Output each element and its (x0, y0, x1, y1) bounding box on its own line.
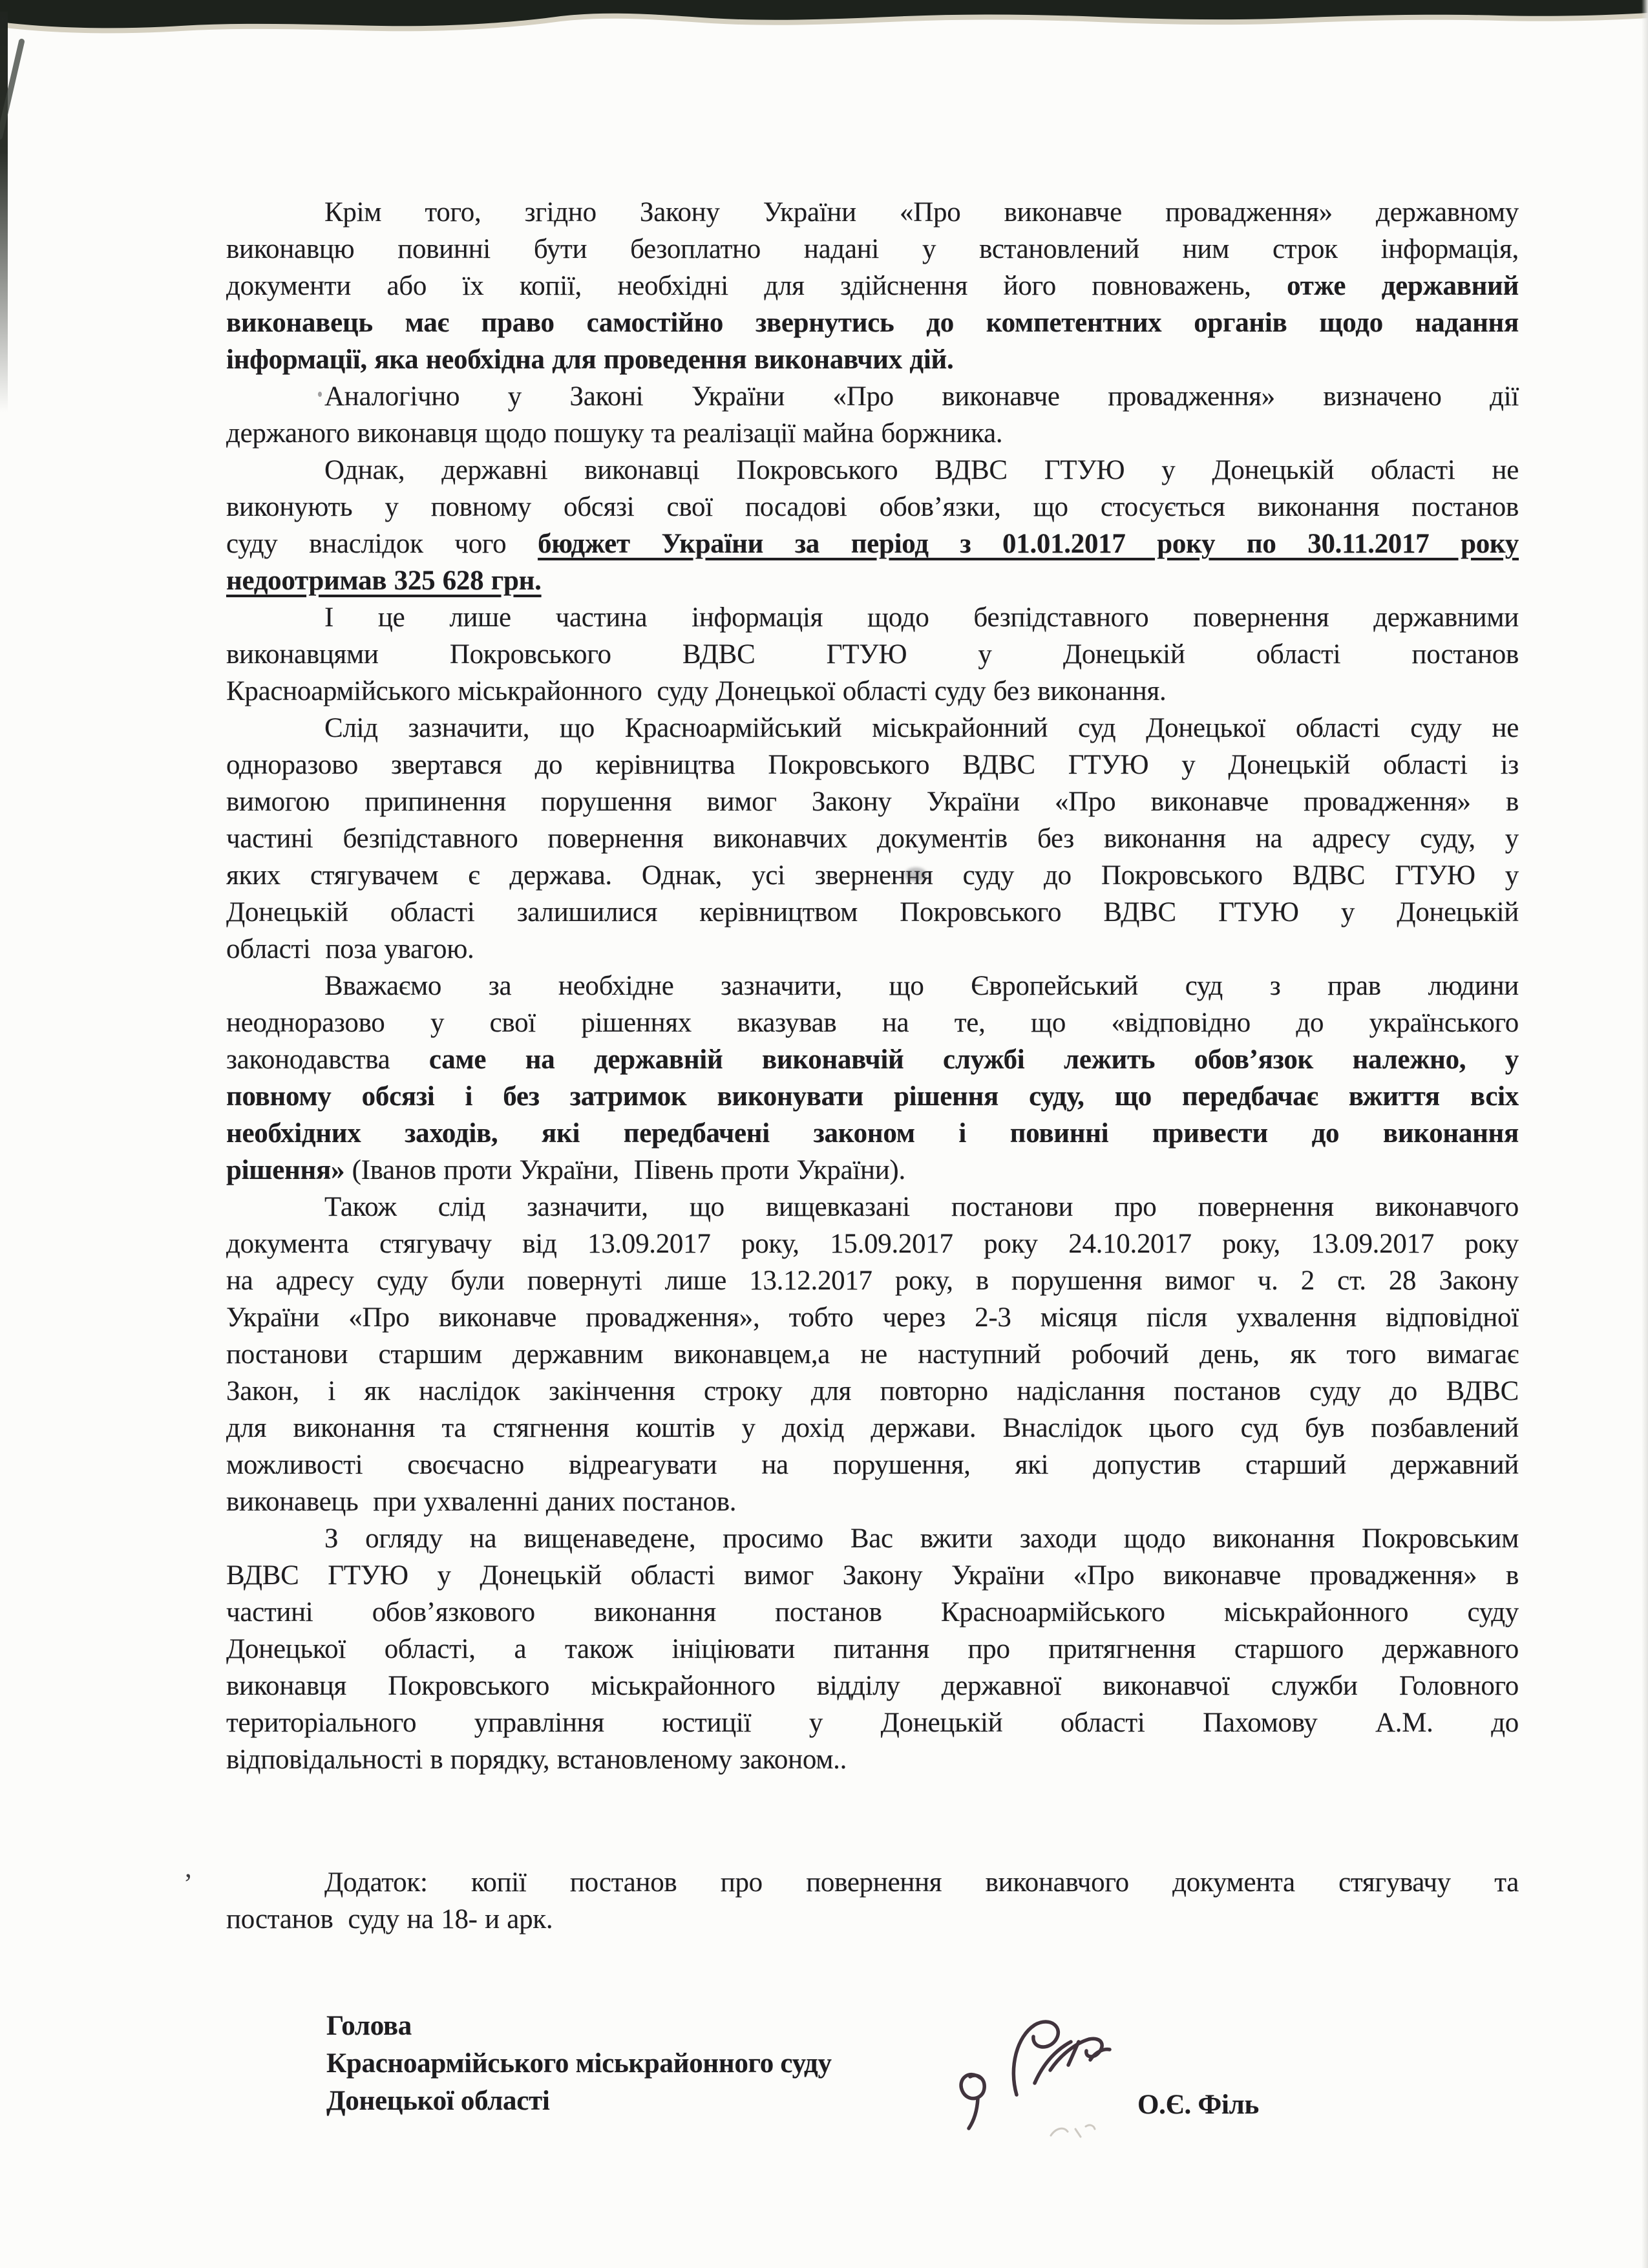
scan-edge-top (0, 0, 1648, 52)
text-line (226, 1704, 1519, 1741)
text-line (226, 1336, 1519, 1373)
text-segment: яких стягувачем є держава. Однак, усі звернення суду до Покровського ВДВС ГТУЮ у (226, 860, 1519, 891)
text-segment: постанов суду на 18- и арк. (226, 1904, 553, 1934)
text-segment: З огляду на вищенаведене, просимо Вас вжити заходи щодо виконання Покровським (324, 1523, 1519, 1554)
stray-comma-mark: , (185, 1853, 192, 1883)
text-segment: суду внаслідок чого (226, 529, 538, 559)
text-line (226, 783, 1519, 820)
text-line (226, 747, 1519, 783)
text-segment: виконавця Покровського міськрайонного відділу державної виконавчої служби Головного (226, 1671, 1519, 1701)
text-line (226, 194, 1519, 231)
text-line (226, 599, 1519, 636)
text-line (226, 1152, 1519, 1189)
text-segment: для виконання та стягнення коштів у дохід держави. Внаслідок цього суд був позбавлений (226, 1413, 1519, 1443)
text-segment: на адресу суду були повернуті лише 13.12.2017 року, в порушення вимог ч. 2 ст. 28 Закону (226, 1266, 1519, 1296)
text-line (226, 673, 1519, 710)
text-segment: ВДВС ГТУЮ у Донецькій області вимог Закону України «Про виконавче провадження» в (226, 1560, 1519, 1591)
emphasized-text: бюджет України за період з 01.01.2017 року по 30.11.2017 року (538, 529, 1519, 559)
text-segment: відповідальності в порядку, встановленому законом.. (226, 1744, 847, 1775)
text-line (226, 1041, 1519, 1078)
emphasized-text: рішення» (226, 1155, 345, 1185)
text-segment: виконавцями Покровського ВДВС ГТУЮ у Донецькій області постанов (226, 639, 1519, 670)
text-line (226, 268, 1519, 304)
text-line (226, 1115, 1519, 1152)
text-line (226, 1668, 1519, 1704)
emphasized-text: виконавець має право самостійно звернутись до компетентних органів щодо надання (226, 308, 1519, 338)
emphasized-text: недоотримав 325 628 грн. (226, 566, 542, 596)
text-segment: Донецької області, а також ініціювати питання про притягнення старшого державного (226, 1634, 1519, 1664)
signature-block (326, 2008, 832, 2120)
text-line (226, 1520, 1519, 1557)
text-segment: Однак, державні виконавці Покровського ВДВС ГТУЮ у Донецькій області не (324, 455, 1519, 485)
signatory-court-line: Красноармійського міськрайонного суду (326, 2048, 832, 2079)
text-line (226, 415, 1519, 452)
signatory-region-line: Донецької області (326, 2086, 550, 2116)
emphasized-text: інформації, яка необхідна для проведення виконавчих дій. (226, 344, 954, 375)
text-line (226, 968, 1519, 1004)
text-line (226, 636, 1519, 673)
text-segment: Донецькій області залишилися керівництвом Покровського ВДВС ГТУЮ у Донецькій (226, 897, 1519, 927)
text-segment: (Іванов проти України, Півень проти України). (344, 1155, 905, 1185)
text-segment: І це лише частина інформація щодо безпідставного повернення державними (324, 602, 1519, 633)
text-segment: частині безпідставного повернення виконавчих документів без виконання на адресу суду, у (226, 823, 1519, 854)
signatory-position: Голова (326, 2011, 412, 2041)
text-segment: постанови старшим державним виконавцем,а не наступний робочий день, як того вимагає (226, 1339, 1519, 1370)
signatory-name: О.Є. Філь (1137, 2090, 1259, 2120)
text-line (226, 894, 1519, 931)
text-line (226, 1004, 1519, 1041)
text-line (226, 452, 1519, 489)
text-line (226, 304, 1519, 341)
stray-dot (318, 392, 322, 397)
text-line (226, 1741, 1519, 1778)
text-segment: неодноразово у свої рішеннях вказував на те, що «відповідно до українського (226, 1008, 1519, 1038)
text-line (226, 1410, 1519, 1447)
text-segment: законодавства (226, 1044, 429, 1075)
text-line (226, 931, 1519, 968)
text-block (226, 1864, 1519, 1938)
text-segment: України «Про виконавче провадження», тобто через 2-3 місяця після ухвалення відповідної (226, 1302, 1519, 1333)
text-block (226, 194, 1519, 1778)
text-line (226, 1078, 1519, 1115)
emphasized-text: повному обсязі і без затримок виконувати рішення суду, що передбачає вжиття всіх (226, 1081, 1519, 1112)
text-segment: держаного виконавця щодо пошуку та реалізації майна боржника. (226, 418, 1003, 449)
text-line (226, 1225, 1519, 1262)
text-segment: вимогою припинення порушення вимог Закону України «Про виконавче провадження» в (226, 787, 1519, 817)
text-segment: документа стягувачу від 13.09.2017 року, 15.09.2017 року 24.10.2017 року, 13.09.2017 року (226, 1229, 1519, 1259)
text-segment: Аналогічно у Законі України «Про виконавче провадження» визначено дії (324, 381, 1519, 412)
text-line (226, 820, 1519, 857)
scan-edge-right (1642, 0, 1648, 2268)
text-line (226, 562, 1519, 599)
text-segment: документи або їх копії, необхідні для здійснення його повноважень, (226, 271, 1287, 301)
text-line (226, 341, 1519, 378)
text-line (226, 1901, 1519, 1938)
text-segment: Вважаємо за необхідне зазначити, що Європейський суд з прав людини (324, 971, 1519, 1001)
text-line (226, 1557, 1519, 1594)
text-line (226, 489, 1519, 525)
ink-smudge (905, 867, 927, 882)
text-line (226, 1299, 1519, 1336)
pencil-scribble (1046, 2111, 1117, 2150)
text-segment: можливості своєчасно відреагувати на порушення, які допустив старший державний (226, 1450, 1519, 1480)
emphasized-text: саме на державній виконавчій службі лежить обов’язок належно, у (428, 1044, 1519, 1075)
text-line (226, 1373, 1519, 1410)
text-line (226, 1262, 1519, 1299)
text-line (226, 525, 1519, 562)
text-segment: Красноармійського міськрайонного суду Донецької області суду без виконання. (226, 676, 1167, 706)
text-line (226, 710, 1519, 747)
text-segment: Також слід зазначити, що вищевказані постанови про повернення виконавчого (324, 1192, 1519, 1222)
text-segment: Слід зазначити, що Красноармійський міськрайонний суд Донецької області суду не (324, 713, 1519, 743)
text-line (226, 378, 1519, 415)
text-segment: Крім того, згідно Закону України «Про виконавче провадження» державному (324, 197, 1519, 228)
text-segment: територіального управління юстиції у Донецькій області Пахомову А.М. до (226, 1708, 1519, 1738)
text-segment: області поза увагою. (226, 934, 474, 964)
text-segment: частині обов’язкового виконання постанов Красноармійського міськрайонного суду (226, 1597, 1519, 1627)
emphasized-text: необхідних заходів, які передбачені законом і повинні привести до виконання (226, 1118, 1519, 1149)
text-line (226, 1189, 1519, 1225)
text-line (226, 1864, 1519, 1901)
text-line (226, 1594, 1519, 1631)
text-segment: виконують у повному обсязі свої посадові обов’язки, що стосується виконання постанов (226, 492, 1519, 522)
text-line (226, 231, 1519, 268)
text-line (226, 1631, 1519, 1668)
text-segment: виконавцю повинні бути безоплатно надані у встановлений ним строк інформація, (226, 234, 1519, 264)
text-segment: виконавець при ухваленні даних постанов. (226, 1487, 737, 1517)
text-segment: Закон, і як наслідок закінчення строку для повторно надіслання постанов суду до ВДВС (226, 1376, 1519, 1406)
text-line (226, 857, 1519, 894)
emphasized-text: отже державний (1287, 271, 1519, 301)
scan-edge-left (0, 12, 8, 412)
text-line (226, 1483, 1519, 1520)
text-segment: Додаток: копії постанов про повернення виконавчого документа стягувачу та (324, 1867, 1519, 1898)
text-line (226, 1447, 1519, 1483)
text-segment: одноразово звертався до керівництва Покровського ВДВС ГТУЮ у Донецькій області із (226, 750, 1519, 780)
